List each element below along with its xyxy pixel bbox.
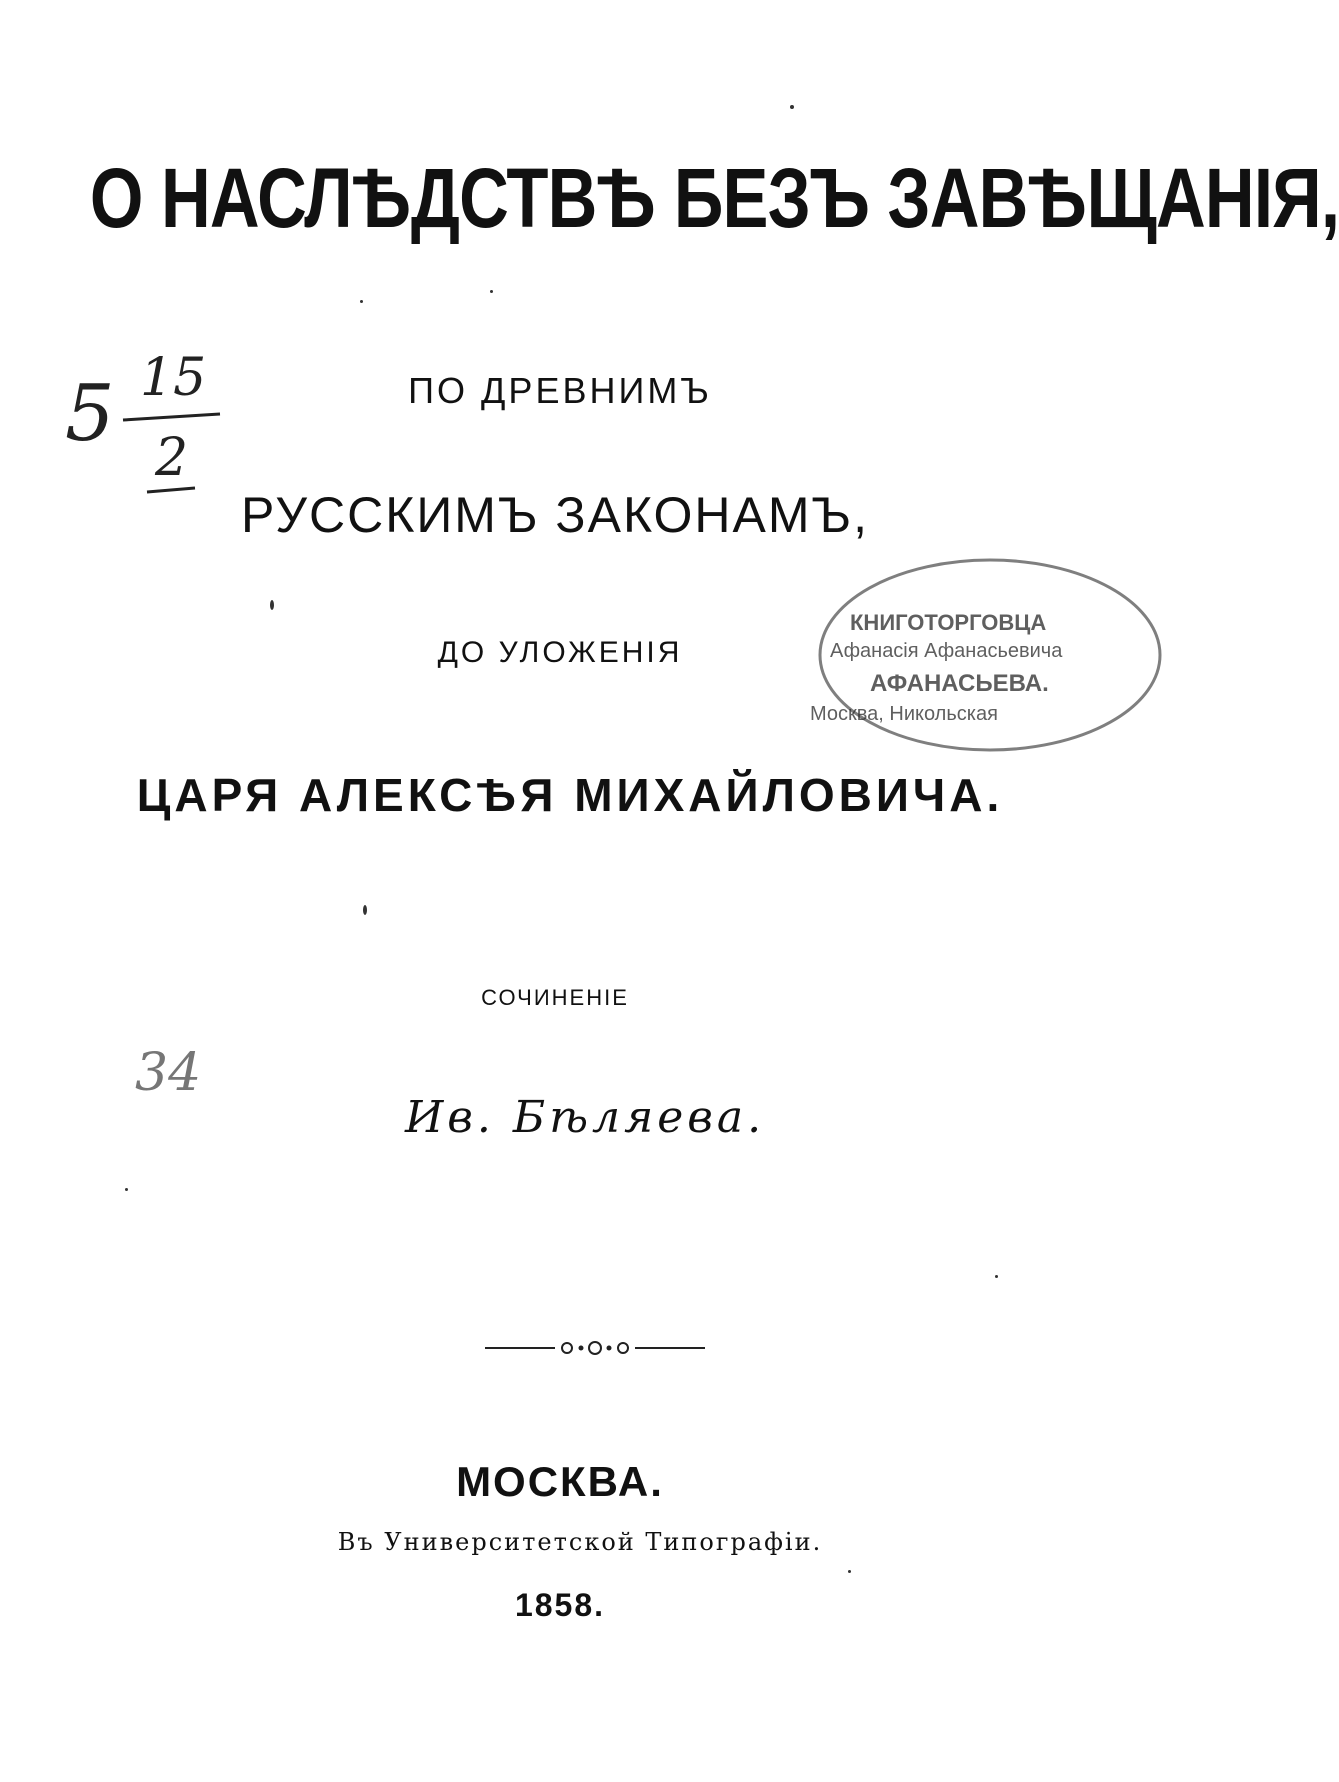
stamp-line-3: АФАНАСЬЕВА.	[870, 670, 1049, 697]
imprint-press: Въ Университетской Типографіи.	[337, 1528, 823, 1556]
pencil-number	[130, 1030, 250, 1120]
ornament-divider	[485, 1338, 705, 1358]
bookseller-stamp	[810, 555, 1130, 765]
shelfmark-top: 15	[140, 348, 207, 408]
pencil-number-text: 34	[135, 1043, 202, 1103]
stamp-line-2: Афанасія Афанасьевича	[830, 640, 1063, 662]
stamp-line-4: Москва, Никольская	[810, 703, 998, 725]
speck	[848, 1570, 851, 1573]
book-title: О НАСЛѢДСТВѢ БЕЗЪ ЗАВѢЩАНІЯ,	[89, 151, 1339, 245]
shelfmark-bottom: 2	[155, 428, 189, 488]
stamp-line-1: КНИГОТОРГОВЦА	[850, 610, 1047, 635]
subtitle-line-4: ЦАРЯ АЛЕКСѢЯ МИХАЙЛОВИЧА.	[136, 769, 1004, 821]
speck	[270, 600, 274, 610]
speck	[995, 1275, 998, 1278]
speck	[125, 1188, 128, 1191]
speck	[363, 905, 367, 915]
work-label: СОЧИНЕНІЕ	[481, 985, 629, 1010]
speck	[490, 290, 493, 293]
subtitle-line-3: ДО УЛОЖЕНІЯ	[437, 636, 683, 669]
author-name: Ив. Бѣляева.	[404, 1092, 766, 1143]
subtitle-line-2: РУССКИМЪ ЗАКОНАМЪ,	[241, 487, 869, 543]
imprint-year: 1858.	[514, 1587, 606, 1623]
shelfmark-left: 5	[65, 369, 115, 459]
imprint-city: МОСКВА.	[456, 1458, 664, 1505]
subtitle-line-1: ПО ДРЕВНИМЪ	[408, 370, 712, 411]
speck	[360, 300, 363, 303]
handwritten-shelfmark	[55, 340, 235, 520]
speck	[790, 105, 794, 109]
